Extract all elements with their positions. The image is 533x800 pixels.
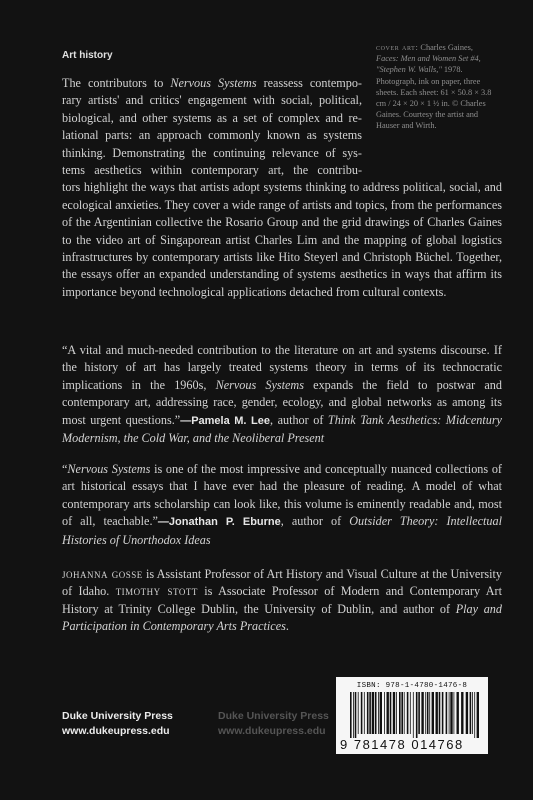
publisher-block [62,709,173,739]
barcode-bar [369,692,371,734]
publisher-block-ghost [218,709,329,739]
desc-line: biological, and other systems as a set of complex and re- [62,110,362,125]
quote2-author: Jonathan P. Eburne [168,516,281,529]
barcode-bar [450,692,452,734]
quote1-author: Pamela M. Lee [191,414,270,427]
barcode-bar [457,692,459,734]
barcode-bar [436,692,438,734]
barcode-bar [387,692,389,734]
barcode-bar [416,692,418,738]
barcode-bar [361,692,363,734]
credit-artwork-title: Faces: Men and Women Set #4, "Stephen W. Walls," [376,54,481,75]
barcode-bar [393,692,395,734]
barcode-bar [380,692,382,734]
editor-name-stott: timothy stott [115,584,198,599]
barcode-bar [413,692,414,738]
desc-line: tems aesthetics within contemporary art, the contribu- [62,163,362,178]
desc-line: rary artists' and critics' engagement with social, political, [62,93,362,108]
publisher-url-ghost: www.dukeupress.edu [218,725,326,737]
barcode-bar [401,692,403,734]
desc-line: thinking. Demonstrating the continuing relevance of sys- [62,145,362,160]
stott-book-title: Play and Participation in Contemporary Arts Practices [62,601,502,634]
publisher-name: Duke University Press [62,710,173,722]
barcode-bar [429,692,430,734]
barcode-bar [390,692,392,734]
barcode-bar [372,692,374,734]
barcode-bar [384,692,385,734]
publisher-name-ghost: Duke University Press [218,710,329,722]
endorsement-lee: “A vital and much-needed contribution to the literature on art and systems discourse. If the history of art has largely treated systems theory in terms of its technocratic implications in the 1960s, Nervous Systems expands the field to postwar and contemporary art, addressing race, gender, ecology, and global networks as among its most urgent questions.”—Pamela M. Lee, author of Think Tank Aesthetics: Midcentury Modernism, the Cold War, and the Neoliberal Present [62,343,502,446]
quote1-book-title: Nervous Systems [215,377,304,392]
barcode-bar [442,692,444,734]
book-description [62,75,502,301]
editor-bios: johanna gosse is Assistant Professor of Art History and Visual Culture at the University of Idaho. timothy stott is Associate Professor of Modern and Contemporary Art History at Trinity College Dublin, the University of Dublin, and author of Play and Participation in Contemporary Arts Practices. [62,567,503,634]
barcode [336,677,488,754]
barcode-bar [439,692,441,734]
barcode-bar [472,692,473,734]
barcode-bar [470,692,472,734]
barcode-bar [407,692,409,734]
isbn-text: ISBN: 978-1-4780-1476-8 [356,682,468,690]
barcode-bar [364,692,365,734]
barcode-bar [418,692,420,734]
barcode-bar [375,692,377,734]
barcode-bar [461,692,463,734]
credit-label: cover art: [376,43,419,52]
barcode-bar [474,692,475,738]
desc-book-title: Nervous Systems [170,76,257,90]
barcode-bar [355,692,357,738]
barcode-bar [396,692,397,734]
endorsement-eburne: “Nervous Systems is one of the most impressive and conceptually nuanced collections of art historical essays that I have ever had the pleasure of reading. A model of what contemporary arts scholarship can look like, this volume is eminently readable and, most of all, teachable.”—Jonathan P. Eburne, author of Outsider Theory: Intellectual Histories of Unorthodox Ideas [62,462,502,547]
desc-line: lational parts: an approach commonly known as systems [62,128,362,143]
credit-text-a: Charles Gaines, [418,43,473,52]
quote2-author-book: Outsider Theory: Intellectual Histories of Unorthodox Ideas [62,514,502,547]
barcode-bar [358,692,359,734]
quote1-author-book: Think Tank Aesthetics: Midcentury Modernism, the Cold War, and the Neoliberal Present [62,412,502,446]
barcode-bar [410,692,411,734]
barcode-bar [404,692,405,734]
barcode-bar [446,692,448,734]
credit-text-b: 1978. Photograph, ink on paper, three sheets. Each sheet: 61 × 50.8 × 3.8 cm / 24 × 20 × 1 ½ in. © Charles Gaines. Courtesy the artist and Hauser and Wirth. [376,65,492,131]
barcode-bar [466,692,468,734]
barcode-bar [432,692,434,734]
barcode-bar [367,692,369,734]
barcode-bars [350,692,480,738]
barcode-bar [421,692,423,734]
barcode-bar [399,692,401,734]
barcode-bar [350,692,352,738]
barcode-bar [378,692,379,734]
desc-line: The contributors to Nervous Systems reassess contempo- [62,76,362,90]
barcode-bar [454,692,455,734]
category-label: Art history [62,50,113,61]
barcode-bar [477,692,479,738]
editor-name-gosse: johanna gosse [62,567,143,581]
quote2-book-title: Nervous Systems [67,462,151,476]
ean-digits: 9 781478 014768 [340,737,464,752]
barcode-bar [427,692,429,734]
desc-rest: tors highlight the ways that artists adopt systems thinking to address political, social, and ecological anxieties. They cover a wide range of artists and topics, from the performances of the Argentinian collective the Rosario Group and the grid drawings of Charles Gaines to the video art of Singaporean artist Charles Lim and the mapping of global logistics infrastructures by contemporary artists like Hito Steyerl and Christoph Büchel. Together, the essays offer an expanded understanding of systems aesthetics in ways that affirm its importance beyond technological applications detached from cultural contexts. [62,180,502,299]
publisher-url: www.dukeupress.edu [62,725,170,737]
barcode-bar [449,692,450,734]
barcode-bar [353,692,354,738]
barcode-bar [425,692,426,734]
